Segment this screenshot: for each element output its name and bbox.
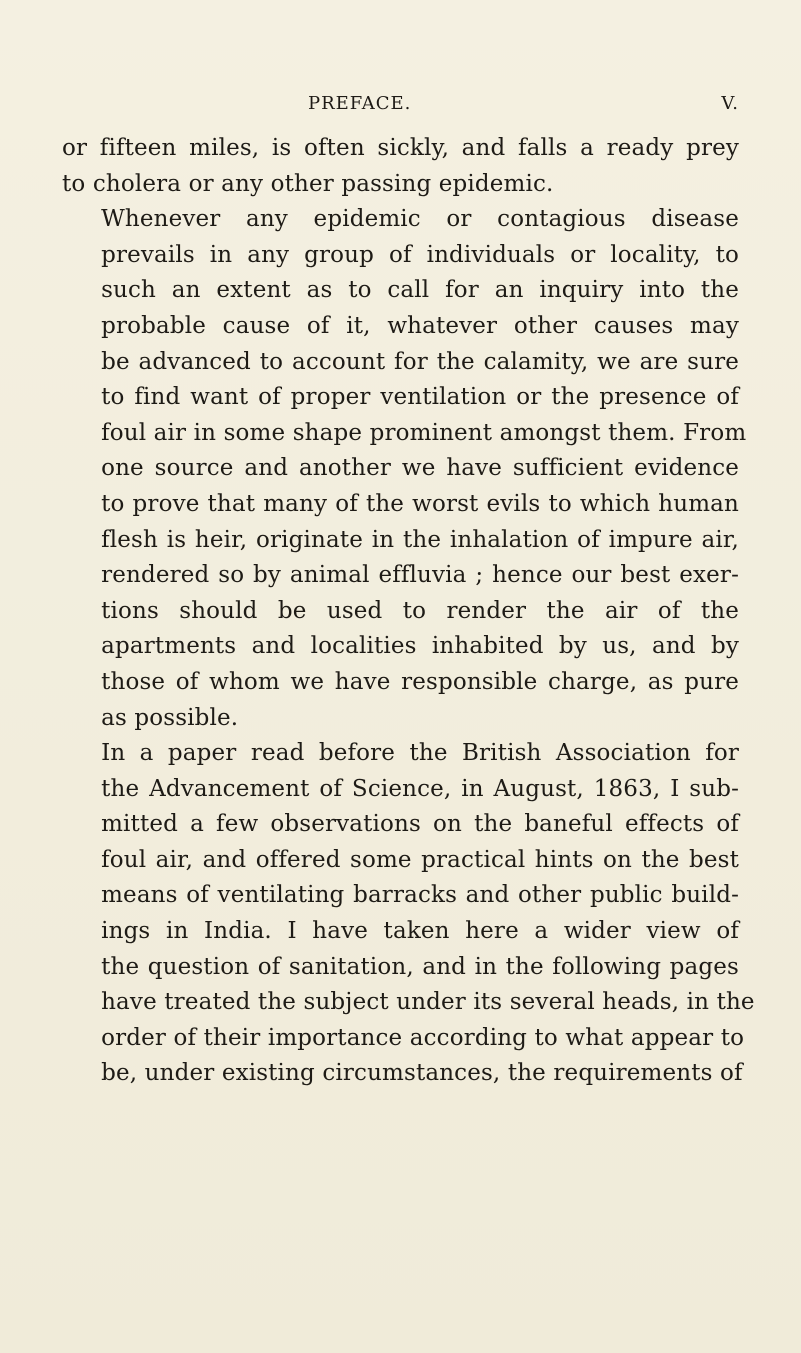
text-line: flesh is heir, originate in the inhalation of impure air, [101,526,739,553]
text-line: those of whom we have responsible charge, as pure [101,668,739,695]
text-line: ings in India. I have taken here a wider view of [101,918,739,945]
body-text [62,131,755,1092]
text-line: to cholera or any other passing epidemic. [62,170,554,197]
text-line: Whenever any epidemic or contagious disease [101,206,739,233]
paragraph-epidemic-disease [62,202,747,736]
text-line: order of their importance according to what appear to [101,1024,745,1051]
text-line: be advanced to account for the calamity, we are sure [101,348,739,375]
text-line: have treated the subject under its several heads, in the [101,989,755,1016]
text-line: rendered so by animal effluvia ; hence our best exer- [101,562,739,589]
text-line: or fifteen miles, is often sickly, and falls a ready prey [62,135,739,161]
text-line: probable cause of it, whatever other causes may [101,312,739,339]
text-line: such an extent as to call for an inquiry into the [101,277,739,304]
text-line: be, under existing circumstances, the requirements of [101,1060,743,1087]
running-title: PREFACE. [308,93,412,114]
text-line: In a paper read before the British Association for [101,740,739,767]
text-line: foul air in some shape prominent amongst them. From [101,419,747,446]
text-line: prevails in any group of individuals or locality, to [101,241,739,268]
text-line: as possible. [101,704,239,731]
text-line: means of ventilating barracks and other public build- [101,882,739,909]
text-line: tions should be used to render the air of the [101,597,739,624]
text-line: apartments and localities inhabited by us, and by [101,633,739,660]
text-line: one source and another we have sufficient evidence [101,455,739,482]
paragraph-continuation [62,131,739,202]
text-line: foul air, and offered some practical hints on the best [101,846,739,873]
page-number: V. [721,93,739,114]
paragraph-british-association [62,736,755,1092]
text-line: the question of sanitation, and in the following pages [101,953,739,980]
text-line: mitted a few observations on the baneful effects of [101,811,739,838]
text-line: to prove that many of the worst evils to which human [101,490,739,517]
page-header [62,90,739,118]
text-line: the Advancement of Science, in August, 1863, I sub- [101,775,739,802]
text-line: to find want of proper ventilation or the presence of [101,384,739,411]
